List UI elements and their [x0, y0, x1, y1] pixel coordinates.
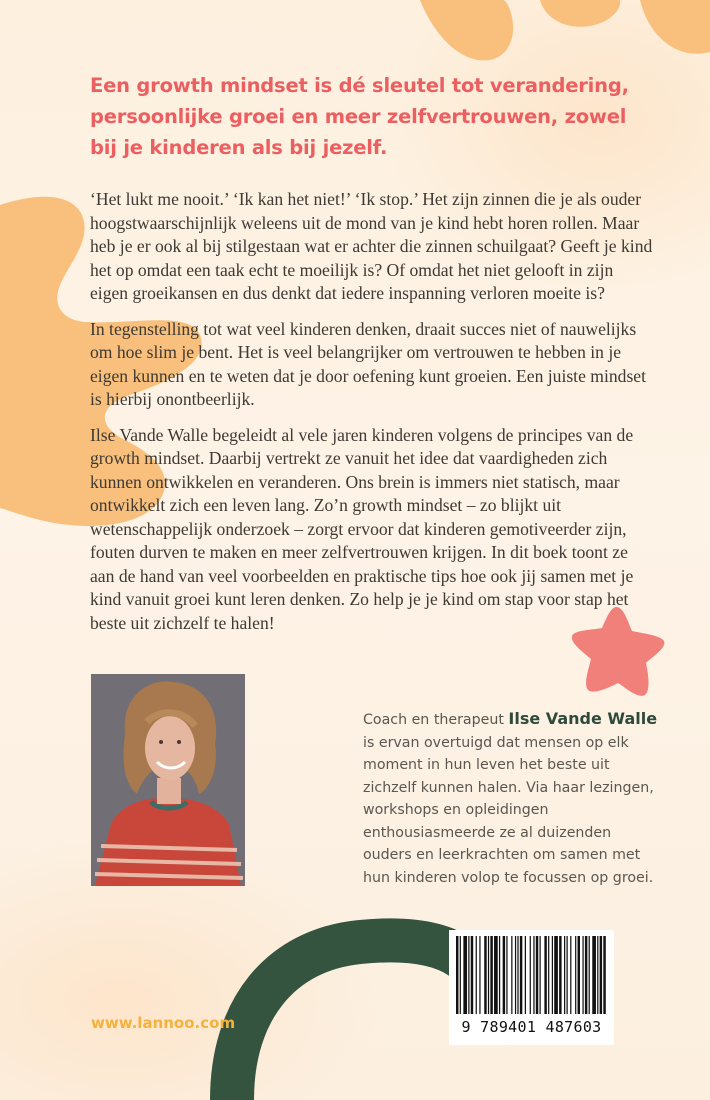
publisher-website: www.lannoo.com	[91, 1014, 236, 1032]
barcode-bar	[503, 936, 505, 1014]
barcode-bar	[517, 936, 518, 1014]
barcode-bar	[476, 936, 477, 1014]
barcode-bar	[603, 936, 605, 1014]
barcode-bars	[449, 930, 614, 1020]
author-photo	[91, 674, 245, 886]
barcode-bar	[544, 936, 546, 1014]
barcode-bar	[525, 936, 526, 1014]
barcode-bar	[479, 936, 480, 1014]
author-bio-prefix: Coach en therapeut	[363, 712, 509, 728]
barcode-bar	[471, 936, 473, 1014]
barcode-bar	[539, 936, 540, 1014]
barcode-bar	[578, 936, 580, 1014]
barcode-bar	[552, 936, 553, 1014]
barcode-bar	[592, 936, 596, 1014]
blurb-paragraph-2: In tegenstelling tot wat veel kinderen denken, draait succes niet of nauwelijks om hoe slim je bent. Het is veel belangrijker om vertrouwen te hebben in je eigen kunnen en te weten dat je door oefening kunt groeien. Een juiste mindset is hierbij onontbeerlijk.	[90, 318, 646, 409]
barcode-bar	[582, 936, 583, 1014]
barcode-bar	[530, 936, 531, 1014]
barcode-bar	[460, 936, 461, 1014]
blurb-paragraph-1: ‘Het lukt me nooit.’ ‘Ik kan het niet!’ ‘Ik stop.’ Het zijn zinnen die je als ouder hoogstwaarschijnlijk weleens uit de mond van je kind hebt horen rollen. Maar heb je er ook al bij stilgestaan wat er achter die zinnen schuilgaat? Geeft je kind het op omdat een taak echt te moeilijk is? Of omdat het niet gelooft in zijn eigen groeikansen en dus denkt dat iedere inspanning verloren moeite is?	[90, 189, 653, 303]
barcode-bar	[499, 936, 500, 1014]
barcode-bar	[570, 936, 571, 1014]
barcode-bar	[515, 936, 516, 1014]
author-name: Ilse Vande Walle	[508, 709, 658, 728]
barcode-bar	[533, 936, 534, 1014]
barcode-bar	[520, 936, 522, 1014]
isbn-number: 9 789401 487603	[461, 1018, 602, 1036]
barcode	[449, 930, 614, 1045]
barcode-bar	[468, 936, 469, 1014]
barcode-bar	[536, 936, 538, 1014]
barcode-bar	[488, 936, 489, 1014]
barcode-bar	[559, 936, 561, 1014]
barcode-bar	[548, 936, 549, 1014]
barcode-bar	[506, 936, 507, 1014]
blurb-paragraph-3: Ilse Vande Walle begeleidt al vele jaren kinderen volgens de principes van de growth mindset. Daarbij vertrekt ze vanuit het idee dat vaardigheden zich kunnen ontwikkelen en veranderen. Ons brein is immers niet statisch, maar ontwikkelt zich een leven lang. Zo’n growth mindset – zo blijkt uit wetenschappelijk onderzoek – zorgt ervoor dat kinderen gemotiveerder zijn, fouten durven te maken en meer zelfvertrouwen krijgen. In dit boek toont ze aan de hand van veel voorbeelden en praktische tips hoe ook jij samen met je kind vanuit groei kunt leren denken. Zo help je je kind om stap voor stap het beste uit zichzelf te halen!	[90, 424, 634, 633]
barcode-bar	[494, 936, 498, 1014]
barcode-bar	[566, 936, 567, 1014]
barcode-bar	[554, 936, 558, 1014]
barcode-bar	[585, 936, 587, 1014]
barcode-bar	[589, 936, 590, 1014]
author-bio-text: is ervan overtuigd dat mensen op elk moment in hun leven het beste uit zichzelf kunnen halen. Via haar lezingen, workshops en opleidingen enthousiasmeerde ze al duizenden ouders en leerkrachten om samen met hun kinderen volop te focussen op groei.	[363, 734, 654, 886]
barcode-bar	[456, 936, 458, 1014]
barcode-bar	[564, 936, 565, 1014]
barcode-bar	[490, 936, 492, 1014]
barcode-bar	[600, 936, 602, 1014]
author-bio	[363, 708, 663, 889]
barcode-bar	[463, 936, 467, 1014]
headline: Een growth mindset is dé sleutel tot verandering, persoonlijke groei en meer zelfvertrouwen, zowel bij je kinderen als bij jezelf.	[90, 74, 629, 159]
barcode-bar	[597, 936, 598, 1014]
blurb	[90, 188, 655, 647]
barcode-bar	[511, 936, 512, 1014]
barcode-bar	[575, 936, 576, 1014]
barcode-bar	[484, 936, 486, 1014]
